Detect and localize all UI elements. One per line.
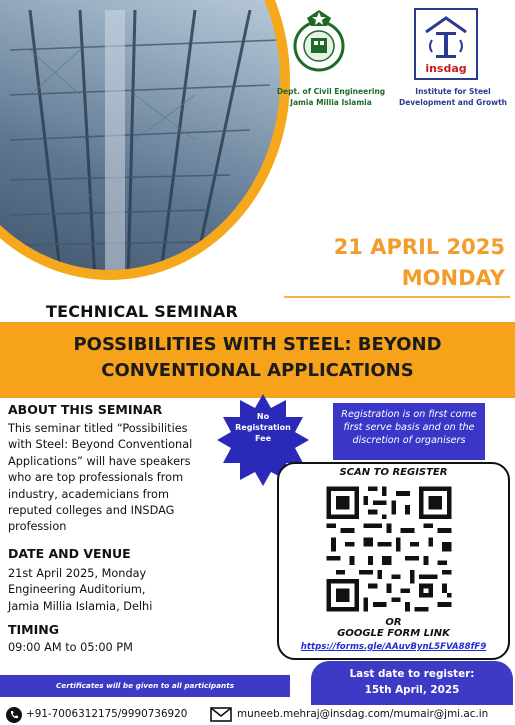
certificate-notice: Certificates will be given to all participants [0, 675, 290, 697]
no-fee-badge-text [221, 411, 305, 444]
insdag-line-2: Development and Growth [398, 98, 508, 107]
seminar-title [0, 332, 515, 384]
last-date-label: Last date to register: [349, 668, 475, 680]
google-form-label: GOOGLE FORM LINK [337, 628, 450, 639]
insdag-line-1: Institute for Steel [415, 87, 491, 96]
hero-steel-structure-image [0, 0, 290, 280]
jamia-millia-islamia-emblem-icon [293, 8, 345, 74]
contact-phone[interactable]: +91-7006312175/9990736920 [26, 708, 188, 720]
date-divider [284, 296, 510, 298]
about-line: This seminar titled “Possibilities [8, 422, 188, 435]
seminar-title-line-1: POSSIBILITIES WITH STEEL: BEYOND [73, 334, 442, 355]
timing-heading: TIMING [8, 622, 59, 637]
registration-info-box [333, 403, 485, 460]
event-date-day: 21 APRIL 2025 [333, 235, 505, 259]
or-google-form-label [279, 617, 508, 639]
contact-email[interactable]: muneeb.mehraj@insdag.com/mumair@jmi.ac.in [237, 708, 489, 720]
timing-value: 09:00 AM to 05:00 PM [8, 641, 133, 654]
about-line: industry, academicians from [8, 487, 169, 501]
registration-line-2: first serve basis and on the [343, 422, 475, 433]
last-date-box [311, 661, 513, 705]
scan-to-register-label: SCAN TO REGISTER [339, 467, 448, 478]
about-text [8, 421, 192, 536]
registration-line-3: discretion of organisers [352, 435, 466, 446]
venue-text [8, 566, 152, 615]
insdag-wordmark: insdag [425, 62, 467, 75]
insdag-name-label [392, 86, 514, 108]
jmi-line-2: Jamia Millia Islamia [290, 98, 372, 107]
phone-icon [6, 707, 22, 723]
insdag-logo-icon [414, 8, 478, 80]
about-line: with Steel: Beyond Conventional [8, 438, 193, 452]
registration-line-1: Registration is on first come [341, 409, 477, 420]
contact-footer [0, 705, 515, 725]
jmi-department-label [272, 86, 390, 108]
venue-line: Jamia Millia Islamia, Delhi [8, 599, 153, 613]
venue-line: Engineering Auditorium, [8, 583, 146, 597]
last-date-value: 15th April, 2025 [364, 684, 460, 696]
badge-line-3: Fee [255, 434, 271, 443]
event-date [334, 232, 505, 294]
about-line: reputed colleges and INSDAG [8, 504, 175, 518]
seminar-title-line-2: CONVENTIONAL APPLICATIONS [101, 360, 414, 381]
about-heading: ABOUT THIS SEMINAR [8, 402, 163, 417]
seminar-title-banner [0, 322, 515, 398]
mail-icon [210, 707, 232, 722]
venue-heading: DATE AND VENUE [8, 546, 131, 561]
seminar-type-label: TECHNICAL SEMINAR [46, 302, 239, 321]
google-form-link[interactable]: https://forms.gle/AAuvBynL5FVA88fF9 [300, 642, 487, 652]
about-line: Applications” will have speakers [8, 454, 191, 468]
jmi-line-1: Dept. of Civil Engineering [276, 87, 386, 96]
badge-line-1: No [256, 412, 270, 421]
qr-registration-box [277, 462, 510, 660]
badge-line-2: Registration [235, 423, 291, 432]
venue-line: 21st April 2025, Monday [8, 567, 147, 580]
event-weekday: MONDAY [401, 266, 505, 290]
about-line: who are top professionals from [8, 471, 184, 485]
registration-qr-code[interactable] [322, 482, 456, 616]
about-line: profession [8, 520, 67, 534]
or-label: OR [385, 617, 402, 628]
